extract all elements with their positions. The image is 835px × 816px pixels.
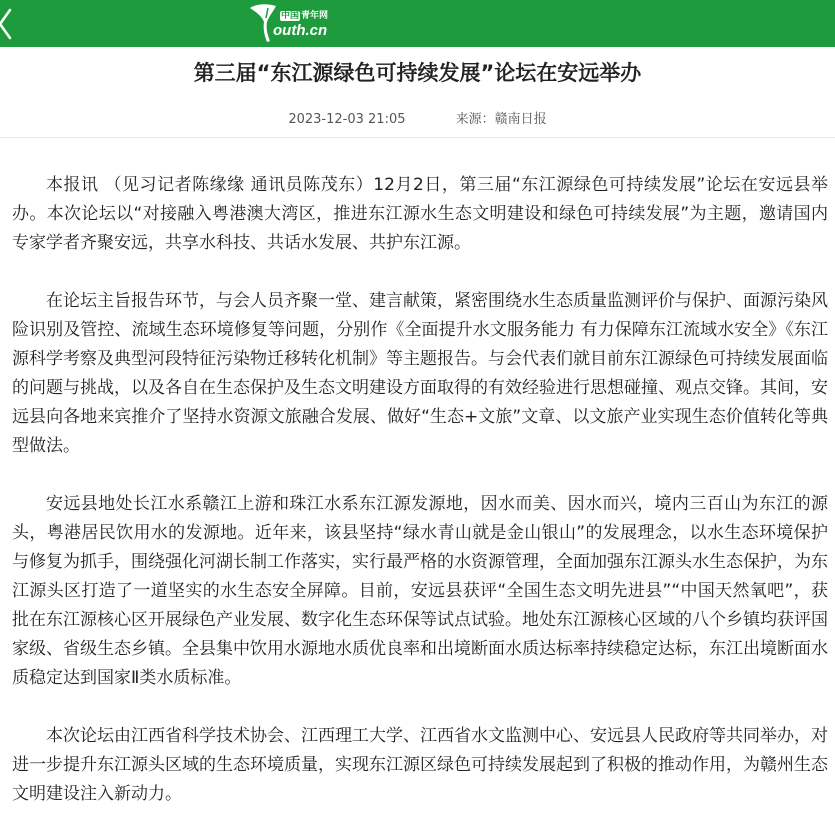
article-title: 第三届“东江源绿色可持续发展”论坛在安远举办 [193, 61, 642, 85]
logo-badge-chip: 中国 [281, 11, 300, 21]
article-meta [0, 110, 835, 130]
paragraph: 本次论坛由江西省科学技术协会、江西理工大学、江西省水文监测中心、安远县人民政府等共同举办，对进一步提升东江源头区域的生态环境质量，实现东江源区绿色可持续发展起到了积极的推动作用，为赣州生态文明建设注入新动力。 [12, 726, 828, 804]
logo-badge [280, 11, 328, 22]
publish-date: 2023-12-03 21:05 [288, 112, 406, 127]
paragraph: 本报讯 （见习记者陈缘缘 通讯员陈茂东）12月2日，第三届“东江源绿色可持续发展”论坛在安远县举办。本次论坛以“对接融入粤港澳大湾区，推进东江源水生态文明建设和绿色可持续发展”为主题，邀请国内专家学者齐聚安远，共享水科技、共话水发展、共护东江源。 [12, 175, 828, 253]
divider [0, 137, 835, 138]
paragraph: 安远县地处长江水系赣江上游和珠江水系东江源发源地，因水而美、因水而兴，境内三百山为东江的源头，粤港居民饮用水的发源地。近年来，该县坚持“绿水青山就是金山银山”的发展理念，以水生态环境保护与修复为抓手，围绕强化河湖长制工作落实，实行最严格的水资源管理，全面加强东江源头水生态保护，为东江源头区打造了一道坚实的水生态安全屏障。目前，安远县获评“全国生态文明先进县”“中国天然氧吧”，获批在东江源核心区开展绿色产业发展、数字化生态环保等试点试验。地处东江源核心区域的八个乡镇均获评国家级、省级生态乡镇。全县集中饮用水源地水质优良率和出境断面水质达标率持续稳定达标，东江出境断面水质稳定达到国家Ⅱ类水质标准。 [12, 494, 828, 688]
chevron-left-icon [0, 6, 30, 42]
back-button[interactable] [0, 6, 30, 42]
paragraph: 在论坛主旨报告环节，与会人员齐聚一堂、建言献策，紧密围绕水生态质量监测评价与保护、面源污染风险识别及管控、流域生态环境修复等问题，分别作《全面提升水文服务能力 有力保障东江流域水安全》《东江源科学考察及典型河段特征污染物迁移转化机制》等主题报告。与会代表们就目前东江源绿色可持续发展面临的问题与挑战，以及各自在生态保护及生态文明建设方面取得的有效经验进行思想碰撞、观点交锋。其间，安远县向各地来宾推介了坚持水资源文旅融合发展、做好“生态+文旅”文章、以文旅产业实现生态价值转化等典型做法。 [12, 291, 828, 456]
article-body [12, 171, 828, 809]
article-source: 来源：赣南日报 [455, 112, 547, 127]
logo-wordmark: outh.cn [273, 22, 328, 39]
logo-badge-text: 青年网 [301, 11, 329, 21]
site-logo[interactable] [246, 2, 346, 44]
top-bar [0, 0, 835, 47]
